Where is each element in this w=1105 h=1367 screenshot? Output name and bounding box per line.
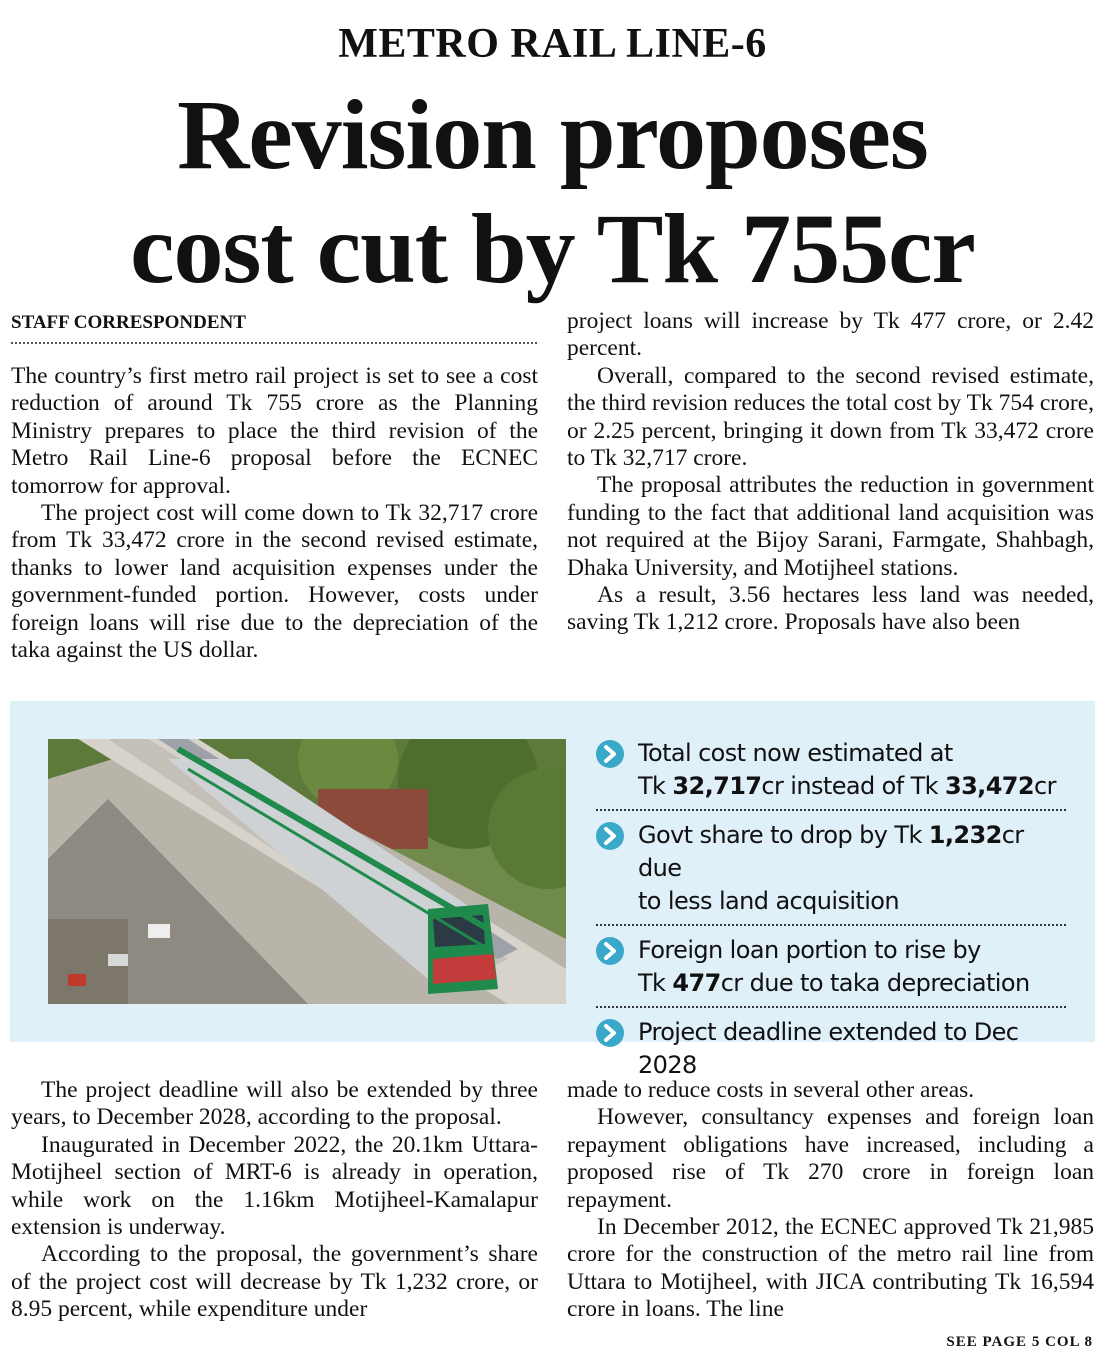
fact-text: cr (1034, 772, 1056, 800)
continued-on-page-link[interactable]: SEE PAGE 5 COL 8 (946, 1334, 1093, 1350)
article-column-3 (11, 1077, 538, 1324)
highlight-panel (10, 701, 1095, 1079)
fact-figure: 33,472 (944, 772, 1034, 800)
headline-line-2: cost cut by Tk 755cr (130, 193, 975, 304)
fact-item-total-cost (596, 737, 1066, 811)
article-column-1 (11, 363, 538, 664)
metro-train-photo (48, 739, 566, 1004)
chevron-right-icon (596, 740, 624, 768)
article-column-2 (567, 308, 1094, 637)
fact-text: Project deadline extended to Dec 2028 (638, 1018, 1019, 1079)
paragraph: As a result, 3.56 hectares less land was needed, saving Tk 1,212 crore. Proposals have also been (567, 582, 1094, 636)
fact-text: Tk (638, 772, 673, 800)
fact-item-foreign-loan (596, 934, 1066, 1008)
chevron-right-icon (596, 937, 624, 965)
fact-text: cr due to taka depreciation (720, 969, 1030, 997)
paragraph: However, consultancy expenses and foreign loan repayment obligations have increased, including a proposed rise of Tk 270 crore in foreign loan repayment. (567, 1104, 1094, 1213)
chevron-right-icon (596, 1019, 624, 1047)
paragraph: made to reduce costs in several other areas. (567, 1077, 975, 1103)
headline (0, 78, 1105, 306)
chevron-right-icon (596, 822, 624, 850)
fact-figure: 477 (672, 969, 721, 997)
paragraph: The project deadline will also be extended by three years, to December 2028, according to the proposal. (11, 1077, 538, 1131)
paragraph: The proposal attributes the reduction in government funding to the fact that additional land acquisition was not required at the Bijoy Sarani, Farmgate, Shahbagh, Dhaka University, and Motijheel stations. (567, 472, 1094, 581)
paragraph: The country’s first metro rail project is set to see a cost reduction of around Tk 755 crore as the Planning Ministry prepares to place the third revision of the Metro Rail Line-6 proposal before the ECNEC tomorrow for approval. (11, 363, 538, 499)
fact-text: Tk (638, 969, 673, 997)
fact-figure: 1,232 (928, 821, 1002, 849)
fact-figure: 32,717 (672, 772, 762, 800)
fact-item-govt-share (596, 819, 1066, 926)
fact-text: to less land acquisition (638, 887, 900, 915)
paragraph: project loans will increase by Tk 477 crore, or 2.42 percent. (567, 308, 1094, 362)
paragraph: Overall, compared to the second revised estimate, the third revision reduces the total cost by Tk 754 crore, or 2.25 percent, bringing it down from Tk 33,472 crore to Tk 32,717 crore. (567, 362, 1094, 472)
paragraph: According to the proposal, the government’s share of the project cost will decrease by Tk 1,232 crore, or 8.95 percent, while expenditure under (11, 1241, 538, 1323)
kicker: METRO RAIL LINE-6 (338, 21, 767, 67)
fact-text: cr instead of Tk (761, 772, 945, 800)
paragraph: Inaugurated in December 2022, the 20.1km Uttara-Motijheel section of MRT-6 is already in operation, while work on the 1.16km Motijheel-Kamalapur extension is underway. (11, 1131, 538, 1241)
article-column-4 (567, 1077, 1094, 1324)
paragraph: The project cost will come down to Tk 32,717 crore from Tk 33,472 crore in the second revised estimate, thanks to lower land acquisition expenses under the government-funded portion. However, costs under foreign loans will rise due to the depreciation of the taka against the US dollar. (11, 500, 538, 664)
key-facts-list (596, 737, 1066, 1096)
metro-train-illustration (48, 739, 566, 1004)
paragraph: In December 2012, the ECNEC approved Tk 21,985 crore for the construction of the metro rail line from Uttara to Motijheel, with JICA contributing Tk 16,594 crore in loans. The line (567, 1214, 1094, 1323)
fact-text: cr due (638, 821, 1024, 882)
fact-text: Foreign loan portion to rise by (638, 936, 981, 964)
fact-text: Total cost now estimated at (638, 739, 953, 767)
headline-line-1: Revision proposes (177, 79, 928, 190)
fact-text: Govt share to drop by Tk (638, 821, 929, 849)
byline: STAFF CORRESPONDENT (11, 310, 537, 344)
